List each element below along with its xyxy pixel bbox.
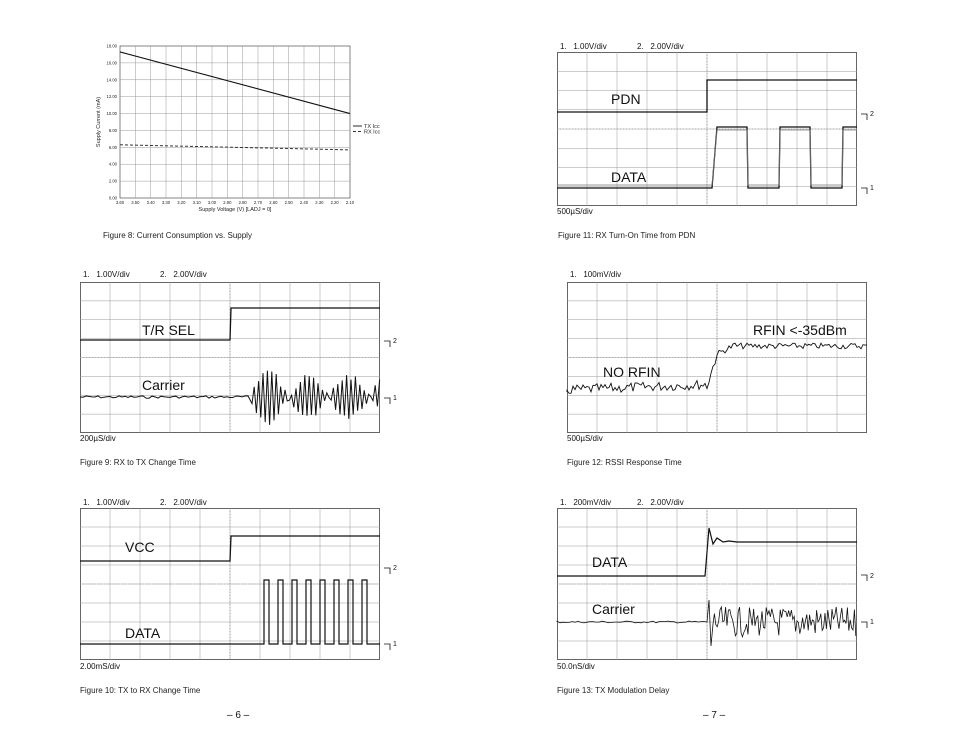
fig8-caption: Figure 8: Current Consumption vs. Supply [103,231,252,240]
fig12-caption: Figure 12: RSSI Response Time [567,458,682,467]
fig13-caption: Figure 13: TX Modulation Delay [557,686,670,695]
fig10-label-data: DATA [125,625,161,641]
fig9-label-carrier: Carrier [142,377,185,393]
fig8-legend-label: RX Icc [364,129,381,136]
fig8-series-line-0 [120,52,350,114]
fig10-header-ch1: 1. 1.00V/div [83,498,130,507]
fig8-x-tick-label: 3.30 [161,200,171,205]
fig11-timebase: 500µS/div [557,207,593,216]
fig11-marker-arrow-2 [861,114,867,120]
fig9-marker-arrow-1 [384,398,390,404]
fig9-marker-1: 1 [393,395,397,402]
fig13-header-ch1: 1. 200mV/div [560,498,612,507]
fig9-marker-2: 2 [393,338,397,345]
fig9-marker-arrow-2 [384,341,390,347]
fig11-label-pdn: PDN [611,91,641,107]
fig8-y-tick-label: 6.00 [108,144,117,150]
fig12-timebase: 500µS/div [567,434,603,443]
fig11-header-ch2: 2. 2.00V/div [637,42,684,51]
fig13-marker-2: 2 [870,573,874,580]
page-number-left: – 6 – [227,710,250,721]
fig10-marker-arrow-2 [384,568,390,574]
fig8-y-tick-label: 4.00 [108,161,117,167]
fig8-x-axis-label: Supply Voltage (V) [LADJ = 0] [198,207,272,213]
fig8-x-tick-label: 3.20 [177,200,186,205]
fig8-y-tick-label: 0.00 [108,195,117,201]
fig9-header-ch2: 2. 2.00V/div [160,270,207,279]
fig8-x-tick-label: 2.50 [284,200,293,205]
fig8-x-tick-label: 2.40 [299,200,309,205]
fig8-x-tick-label: 2.20 [330,200,339,205]
fig8-x-tick-label: 3.50 [131,200,140,205]
fig13-label-data: DATA [592,554,628,570]
fig13-marker-1: 1 [870,619,874,626]
fig8-y-tick-label: 8.00 [108,127,117,133]
fig8-y-tick-label: 2.00 [108,178,117,184]
fig8-x-tick-label: 2.70 [253,200,263,205]
fig13-marker-arrow-2 [861,575,867,581]
fig11-caption: Figure 11: RX Turn-On Time from PDN [558,231,696,240]
fig8-x-tick-label: 3.00 [207,200,217,205]
fig11-header-ch1: 1. 1.00V/div [560,42,607,51]
fig12-label-rfin: RFIN <-35dBm [753,322,847,338]
fig8-x-tick-label: 3.10 [192,200,201,205]
fig11-trace-pdn [557,80,857,112]
fig8-x-tick-label: 3.40 [146,200,155,205]
fig8-x-tick-label: 3.60 [115,200,125,205]
fig8-y-tick-label: 16.00 [106,60,117,66]
fig13-header-ch2: 2. 2.00V/div [637,498,684,507]
fig11-marker-2: 2 [870,111,874,118]
fig10-marker-1: 1 [393,641,397,648]
fig8-x-tick-label: 2.30 [315,200,324,205]
fig8-y-tick-label: 10.00 [106,111,117,117]
fig8-legend-label: TX Icc [364,123,380,130]
fig8-x-tick-label: 2.60 [269,200,278,205]
fig9-header-ch1: 1. 1.00V/div [83,270,130,279]
fig11-label-data: DATA [611,169,647,185]
fig9-timebase: 200µS/div [80,434,116,443]
fig12-header-ch1: 1. 100mV/div [570,270,622,279]
fig13-label-carrier: Carrier [592,601,635,617]
fig8-chart-container [90,40,390,220]
fig8-y-axis-label: Supply Current (mA) [96,96,102,148]
fig11-scope-screen [557,52,887,207]
fig8-y-tick-label: 18.00 [106,43,117,49]
fig10-label-vcc: VCC [125,539,155,555]
fig10-marker-arrow-1 [384,644,390,650]
fig9-scope-screen [80,282,410,434]
fig8-y-tick-label: 14.00 [106,77,117,83]
fig10-scope-screen [80,508,410,661]
fig10-caption: Figure 10: TX to RX Change Time [80,686,201,695]
fig8-x-tick-label: 2.10 [345,200,355,205]
fig13-timebase: 50.0nS/div [557,662,595,671]
page-number-right: – 7 – [703,710,726,721]
fig8-plot-frame [120,46,350,198]
fig10-timebase: 2.00mS/div [80,662,121,671]
fig12-label-norfin: NO RFIN [603,364,661,380]
fig12-scope-screen [567,282,867,434]
fig9-label-trsel: T/R SEL [142,322,195,338]
fig11-marker-1: 1 [870,185,874,192]
fig8-x-tick-label: 2.80 [238,200,247,205]
fig10-header-ch2: 2. 2.00V/div [160,498,207,507]
fig8-x-tick-label: 2.90 [223,200,232,205]
fig10-marker-2: 2 [393,565,397,572]
fig11-marker-arrow-1 [861,188,867,194]
fig8-chart [90,40,390,220]
fig9-caption: Figure 9: RX to TX Change Time [80,458,196,467]
fig13-scope-screen [557,508,887,661]
fig13-marker-arrow-1 [861,622,867,628]
fig8-y-tick-label: 12.00 [106,94,117,100]
